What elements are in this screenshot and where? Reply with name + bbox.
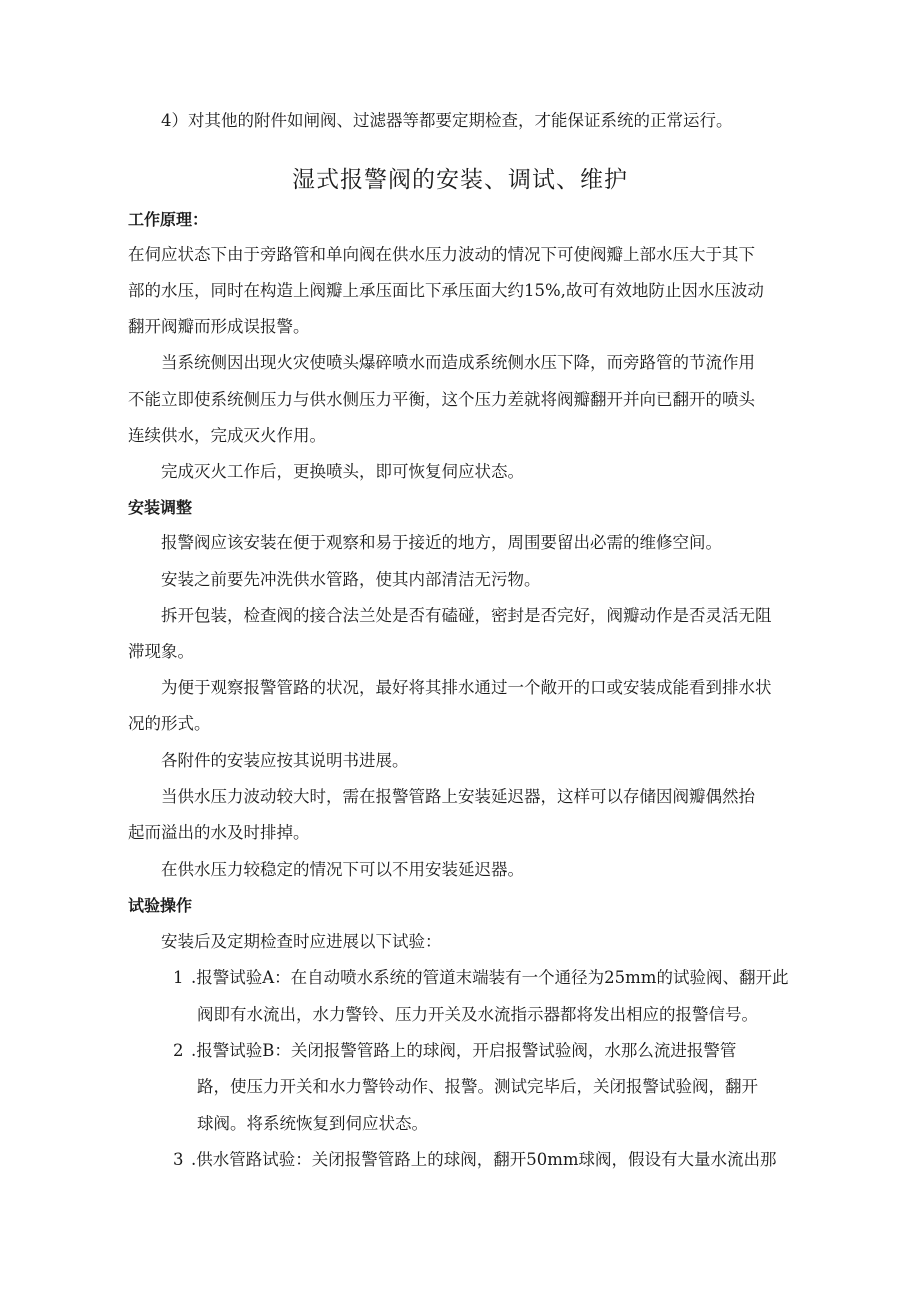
paragraph-line: 拆开包装，检查阀的接合法兰处是否有磕碰，密封是否完好，阀瓣动作是否灵活无阻 <box>161 606 772 625</box>
paragraph-line: 况的形式。 <box>128 714 211 733</box>
paragraph-line: 安装之前要先冲洗供水管路，使其内部清洁无污物。 <box>161 570 541 589</box>
paragraph-line: 在伺应状态下由于旁路管和单向阀在供水压力波动的情况下可使阀瓣上部水压大于其下 <box>128 245 755 264</box>
document-title: 湿式报警阀的安装、调试、维护 <box>292 167 628 193</box>
paragraph-line: 滞现象。 <box>128 642 194 661</box>
list-item-line: 路，使压力开关和水力警铃动作、报警。测试完毕后，关闭报警试验阀，翻开 <box>197 1077 758 1096</box>
paragraph-line: 完成灭火工作后，更换喷头，即可恢复伺应状态。 <box>161 462 524 481</box>
list-item-line: 球阀。将系统恢复到伺应状态。 <box>197 1114 428 1133</box>
paragraph-line: 部的水压，同时在构造上阀瓣上承压面比下承压面大约15%,故可有效地防止因水压波动 <box>128 281 764 300</box>
paragraph-line: 当供水压力波动较大时，需在报警管路上安装延迟器，这样可以存储因阀瓣偶然抬 <box>161 787 755 806</box>
list-item-line: .报警试验A：在自动喷水系统的管道末端装有一个通径为25mm的试验阀、翻开此 <box>191 968 789 987</box>
paragraph-line: 各附件的安装应按其说明书进展。 <box>161 751 409 770</box>
paragraph-line: 不能立即使系统侧压力与供水侧压力平衡，这个压力差就将阀瓣翻开并向已翻开的喷头 <box>128 390 755 409</box>
list-number: 1 <box>173 968 184 987</box>
intro-item: 4）对其他的附件如闸阀、过滤器等都要定期检查，才能保证系统的正常运行。 <box>161 111 733 130</box>
paragraph-line: 起而溢出的水及时排掉。 <box>128 823 310 842</box>
paragraph-line: 安装后及定期检查时应进展以下试验： <box>161 932 442 951</box>
list-item-line: 阀即有水流出，水力警铃、压力开关及水流指示器都将发出相应的报警信号。 <box>197 1005 758 1024</box>
list-number: 2 <box>173 1041 184 1060</box>
list-item-line: .报警试验B：关闭报警管路上的球阀，开启报警试验阀，水那么流进报警管 <box>191 1041 737 1060</box>
section-heading-install: 安装调整 <box>128 498 193 517</box>
paragraph-line: 为便于观察报警管路的状况，最好将其排水通过一个敞开的口或安装成能看到排水状 <box>161 678 772 697</box>
list-item-line: .供水管路试验：关闭报警管路上的球阀，翻开50mm球阀，假设有大量水流出那 <box>191 1150 777 1169</box>
paragraph-line: 连续供水，完成灭火作用。 <box>128 426 326 445</box>
section-heading-principle: 工作原理： <box>128 210 209 229</box>
paragraph-line: 报警阀应该安装在便于观察和易于接近的地方，周围要留出必需的维修空间。 <box>161 533 722 552</box>
list-number: 3 <box>173 1150 184 1169</box>
paragraph-line: 在供水压力较稳定的情况下可以不用安装延迟器。 <box>161 860 524 879</box>
paragraph-line: 当系统侧因出现火灾使喷头爆碎喷水而造成系统侧水压下降，而旁路管的节流作用 <box>161 353 755 372</box>
paragraph-line: 翻开阀瓣而形成误报警。 <box>128 317 310 336</box>
section-heading-test: 试验操作 <box>128 896 193 915</box>
